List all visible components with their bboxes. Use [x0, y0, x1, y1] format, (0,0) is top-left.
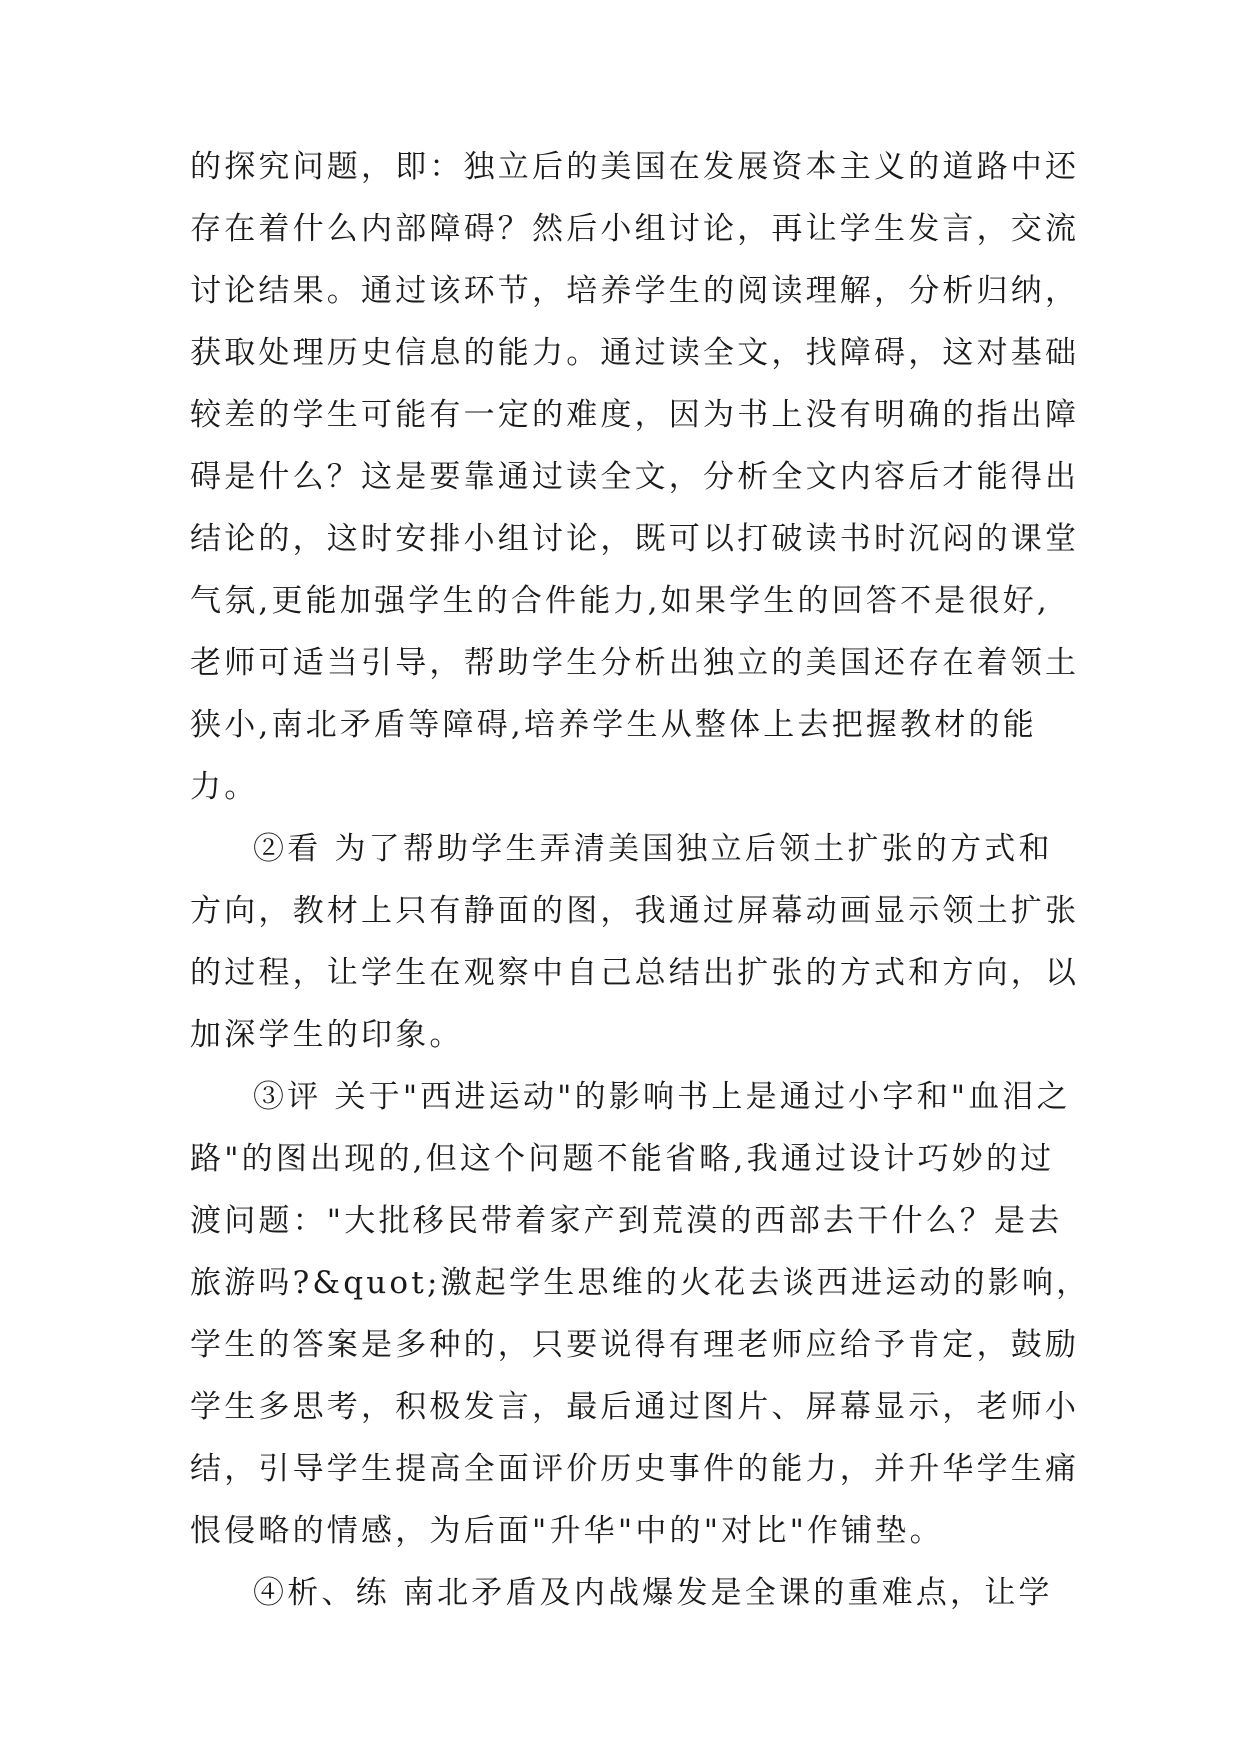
text-line: 学生多思考，积极发言，最后通过图片、屏幕显示，老师小	[190, 1389, 1080, 1425]
text-line: 存在着什么内部障碍？然后小组讨论，再让学生发言，交流	[190, 211, 1080, 247]
text-line: 的探究问题，即：独立后的美国在发展资本主义的道路中还	[190, 149, 1080, 185]
text-line: 较差的学生可能有一定的难度，因为书上没有明确的指出障	[190, 397, 1080, 433]
text-line: 结，引导学生提高全面评价历史事件的能力，并升华学生痛	[190, 1451, 1080, 1487]
text-line: 老师可适当引导，帮助学生分析出独立的美国还存在着领土	[190, 645, 1080, 681]
paragraph-start-line: ④析、练 南北矛盾及内战爆发是全课的重难点，让学	[253, 1575, 1053, 1611]
paragraph-start-line: ②看 为了帮助学生弄清美国独立后领土扩张的方式和	[253, 831, 1053, 867]
text-line: 碍是什么？这是要靠通过读全文，分析全文内容后才能得出	[190, 459, 1080, 495]
text-line: 气氛,更能加强学生的合件能力,如果学生的回答不是很好,	[190, 583, 1050, 619]
paragraph-start-line: ③评 关于"西进运动"的影响书上是通过小字和"血泪之	[253, 1079, 1071, 1115]
text-line: 获取处理历史信息的能力。通过读全文，找障碍，这对基础	[190, 335, 1080, 371]
text-line: 力。	[190, 769, 259, 805]
text-line: 讨论结果。通过该环节，培养学生的阅读理解，分析归纳，	[190, 273, 1080, 309]
text-line: 恨侵略的情感，为后面"升华"中的"对比"作铺垫。	[190, 1513, 944, 1549]
text-line: 狭小,南北矛盾等障碍,培养学生从整体上去把握教材的能	[190, 707, 1037, 743]
text-line: 方向，教材上只有静面的图，我通过屏幕动画显示领土扩张	[190, 893, 1080, 929]
text-line: 加深学生的印象。	[190, 1017, 464, 1053]
text-line: 的过程，让学生在观察中自己总结出扩张的方式和方向，以	[190, 955, 1080, 991]
text-line: 学生的答案是多种的，只要说得有理老师应给予肯定，鼓励	[190, 1327, 1080, 1363]
text-line: 旅游吗?&quot;激起学生思维的火花去谈西进运动的影响，	[190, 1265, 1091, 1301]
text-line: 路"的图出现的,但这个问题不能省略,我通过设计巧妙的过	[190, 1141, 1055, 1177]
text-line: 结论的，这时安排小组讨论，既可以打破读书时沉闷的课堂	[190, 521, 1080, 557]
text-line: 渡问题："大批移民带着家产到荒漠的西部去干什么？是去	[190, 1203, 1063, 1239]
